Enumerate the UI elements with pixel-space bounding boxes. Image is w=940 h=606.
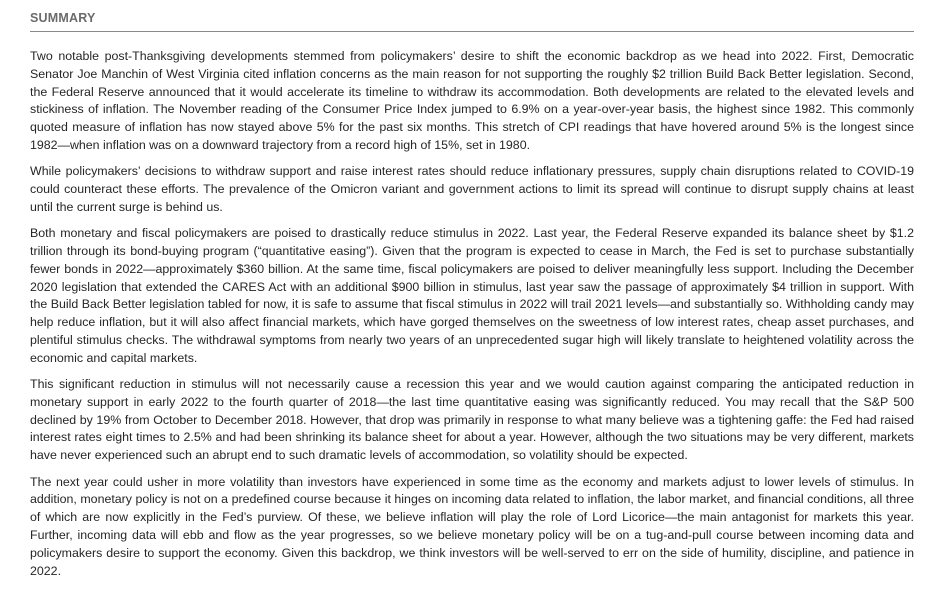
- paragraph-3: Both monetary and fiscal policymakers are poised to drastically reduce stimulus in 2022. Last year, the Federal Reserve expanded its balance sheet by $1.2 trillion through its bond-buying program (“quantitative easing”). Given that the program is expected to cease in March, the Fed is set to purchase substantially fewer bonds in 2022—approximately $360 billion. At the same time, fiscal policymakers are poised to deliver meaningfully less support. Including the December 2020 legislation that extended the CARES Act with an additional $900 billion in stimulus, last year saw the passage of approximately $4 trillion in support. With the Build Back Better legislation tabled for now, it is safe to assume that fiscal stimulus in 2022 will trail 2021 levels—and substantially so. Withholding candy may help reduce inflation, but it will also affect financial markets, which have gorged themselves on the sweetness of low interest rates, cheap asset purchases, and plentiful stimulus checks. The withdrawal symptoms from nearly two years of an unprecedented sugar high will likely translate to heightened volatility across the economic and capital markets.: [30, 226, 914, 365]
- paragraph-4: This significant reduction in stimulus will not necessarily cause a recession this year and we would caution against comparing the anticipated reduction in monetary support in early 2022 to the fourth quarter of 2018—the last time quantitative easing was significantly reduced. You may recall that the S&P 500 declined by 19% from October to December 2018. However, that drop was primarily in response to what many believe was a tightening gaffe: the Fed had raised interest rates eight times to 2.5% and had been shrinking its balance sheet for about a year. However, although the two situations may be very different, markets have never experienced such an abrupt end to such dramatic levels of accommodation, so volatility should be expected.: [30, 377, 914, 463]
- paragraph-2: While policymakers’ decisions to withdraw support and raise interest rates should reduce inflationary pressures, supply chain disruptions related to COVID-19 could counteract these efforts. The prevalence of the Omicron variant and government actions to limit its spread will continue to disrupt supply chains at least until the current surge is behind us.: [30, 164, 914, 214]
- heading-divider: [30, 31, 914, 32]
- paragraph-5: The next year could usher in more volatility than investors have experienced in some time as the economy and markets adjust to lower levels of stimulus. In addition, monetary policy is not on a predefined course because it hinges on incoming data related to inflation, the labor market, and financial conditions, all three of which are now explicitly in the Fed’s purview. Of these, we believe inflation will play the role of Lord Licorice—the main antagonist for markets this year. Further, incoming data will ebb and flow as the year progresses, so we believe monetary policy will be on a tug-and-pull course between incoming data and policymakers desire to support the economy. Given this backdrop, we think investors will be well-served to err on the side of humility, discipline, and patience in 2022.: [30, 474, 914, 578]
- summary-section: [30, 9, 914, 589]
- section-heading: SUMMARY: [30, 11, 96, 25]
- paragraph-1: Two notable post-Thanksgiving developments stemmed from policymakers’ desire to shift the economic backdrop as we head into 2022. First, Democratic Senator Joe Manchin of West Virginia cited inflation concerns as the main reason for not supporting the roughly $2 trillion Build Back Better legislation. Second, the Federal Reserve announced that it would accelerate its timeline to withdraw its accommodation. Both developments are related to the elevated levels and stickiness of inflation. The November reading of the Consumer Price Index jumped to 6.9% on a year-over-year basis, the highest since 1982. This commonly quoted measure of inflation has now stayed above 5% for the past six months. This stretch of CPI readings that have hovered around 5% is the longest since 1982—when inflation was on a downward trajectory from a record high of 15%, set in 1980.: [30, 49, 914, 152]
